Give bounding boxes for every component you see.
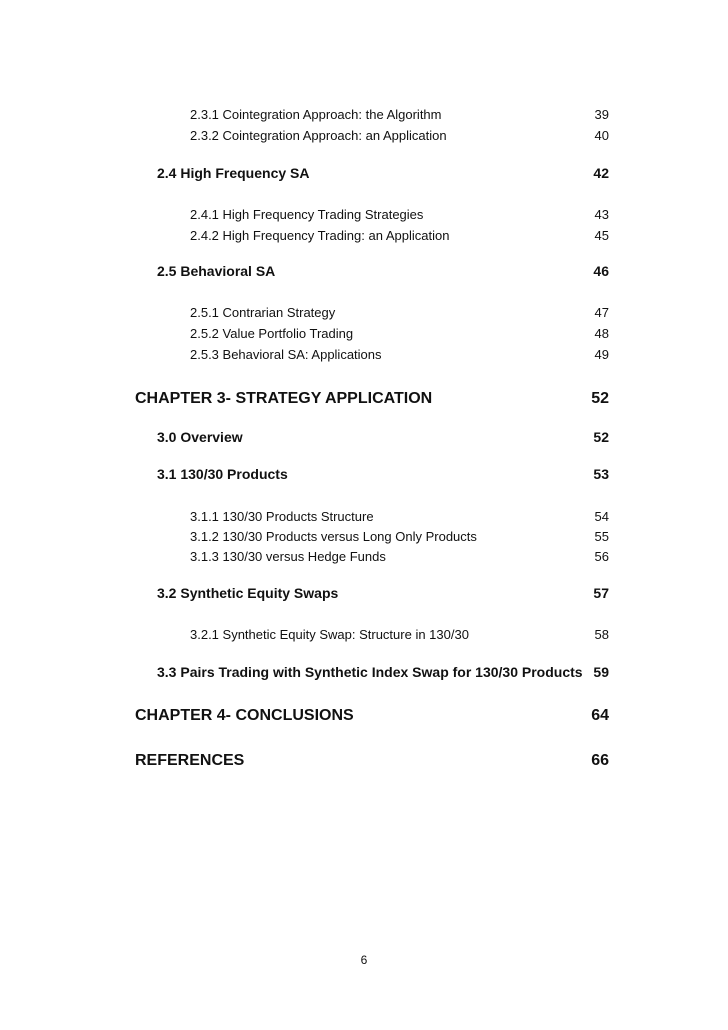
toc-entry-title: 3.2 Synthetic Equity Swaps	[157, 585, 339, 601]
toc-entry	[0, 125, 728, 147]
toc-entry-title: 2.5.1 Contrarian Strategy	[190, 305, 336, 320]
toc-entry	[0, 705, 728, 727]
toc-entry-title: 2.4.2 High Frequency Trading: an Application	[190, 228, 450, 243]
toc-entry	[0, 344, 728, 366]
toc-entry-page: 40	[594, 128, 609, 143]
toc-entry	[0, 661, 728, 683]
toc-entry-title: 3.1.2 130/30 Products versus Long Only Products	[190, 529, 477, 544]
toc-entry	[0, 225, 728, 247]
toc-entry-page: 49	[594, 347, 609, 362]
toc-entry	[0, 463, 728, 485]
toc-entry-title: 3.2.1 Synthetic Equity Swap: Structure in 130/30	[190, 627, 469, 642]
toc-entry	[0, 204, 728, 226]
toc-entry-title: 3.3 Pairs Trading with Synthetic Index Swap for 130/30 Products	[157, 664, 583, 680]
toc-entry-page: 47	[594, 305, 609, 320]
page-number: 6	[360, 953, 368, 967]
toc-entry-page: 55	[594, 529, 609, 544]
toc-entry-title: 2.5.2 Value Portfolio Trading	[190, 326, 354, 341]
toc-entry	[0, 388, 728, 410]
toc-entry-page: 58	[594, 627, 609, 642]
toc-entry-title: 3.1.3 130/30 versus Hedge Funds	[190, 549, 386, 564]
toc-entry-page: 56	[594, 549, 609, 564]
toc-entry-title: 2.5.3 Behavioral SA: Applications	[190, 347, 382, 362]
toc-entry	[0, 162, 728, 184]
toc-entry-page: 53	[593, 466, 609, 482]
toc-entry	[0, 104, 728, 126]
toc-entry	[0, 323, 728, 345]
toc-entry-page: 66	[591, 752, 609, 769]
toc-entry-page: 42	[593, 165, 609, 181]
toc-entry-title: REFERENCES	[135, 752, 245, 769]
toc-entry	[0, 526, 728, 548]
toc-entry-page: 57	[593, 585, 609, 601]
toc-entry	[0, 750, 728, 772]
toc-entry-title: 3.0 Overview	[157, 429, 243, 445]
toc-entry-title: 3.1.1 130/30 Products Structure	[190, 509, 374, 524]
toc-entry-page: 46	[593, 263, 609, 279]
toc-entry	[0, 302, 728, 324]
toc-entry-page: 54	[594, 509, 609, 524]
toc-entry-title: 2.3.1 Cointegration Approach: the Algorithm	[190, 107, 442, 122]
toc-entry-title: 2.4.1 High Frequency Trading Strategies	[190, 207, 424, 222]
toc-entry-page: 59	[593, 664, 609, 680]
toc-entry	[0, 260, 728, 282]
toc-entry	[0, 426, 728, 448]
toc-entry-page: 39	[594, 107, 609, 122]
toc-entry-title: 2.5 Behavioral SA	[157, 263, 276, 279]
toc-entry	[0, 582, 728, 604]
toc-entry-page: 48	[594, 326, 609, 341]
toc-entry-title: CHAPTER 3- STRATEGY APPLICATION	[135, 390, 433, 407]
toc-entry-title: CHAPTER 4- CONCLUSIONS	[135, 707, 354, 724]
toc-entry	[0, 506, 728, 528]
toc-entry-title: 2.4 High Frequency SA	[157, 165, 310, 181]
toc-entry-page: 45	[594, 228, 609, 243]
toc-entry-page: 64	[591, 707, 609, 724]
toc-entry	[0, 546, 728, 568]
toc-entry-title: 2.3.2 Cointegration Approach: an Application	[190, 128, 447, 143]
toc-entry-page: 52	[591, 390, 609, 407]
toc-entry-title: 3.1 130/30 Products	[157, 466, 288, 482]
toc-entry-page: 43	[594, 207, 609, 222]
toc-entry-page: 52	[593, 429, 609, 445]
toc-entry	[0, 624, 728, 646]
